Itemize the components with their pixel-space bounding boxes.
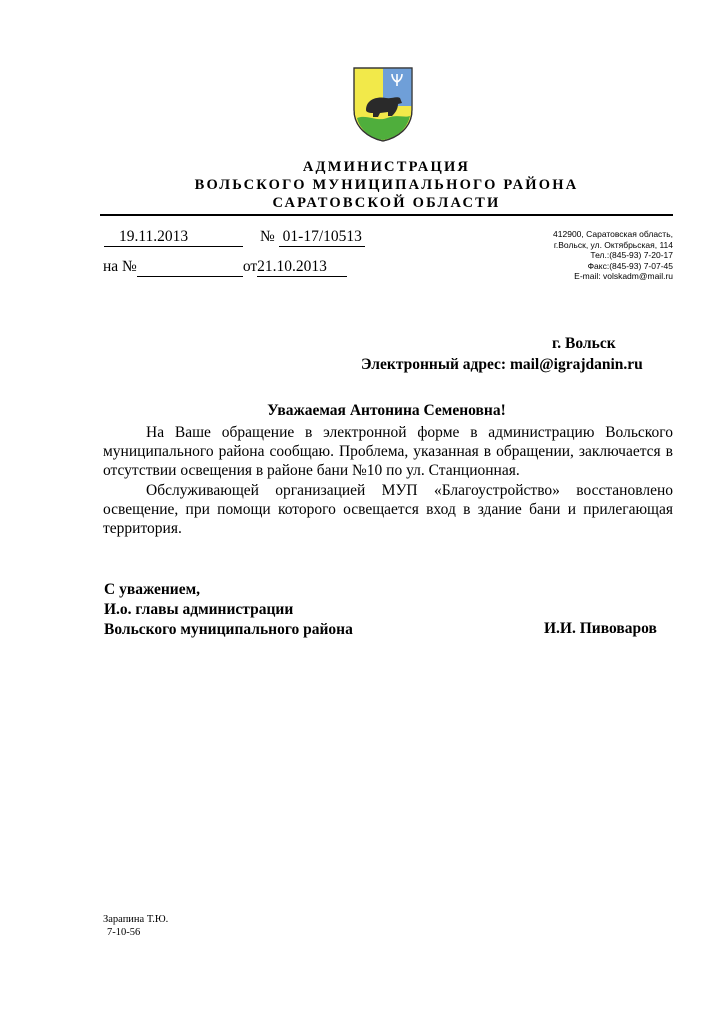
incoming-reference-field	[103, 258, 347, 277]
signatory-name: И.И. Пивоваров	[544, 620, 657, 637]
signature-closing: С уважением,	[104, 581, 201, 598]
executor-name: Зарапина Т.Ю.	[103, 914, 169, 925]
header-line-administration: АДМИНИСТРАЦИЯ	[302, 159, 471, 175]
signature-position: И.о. главы администрации	[104, 601, 294, 618]
salutation: Уважаемая Антонина Семеновна!	[267, 402, 506, 419]
outgoing-date: 19.11.2013	[104, 228, 243, 247]
recipient-city: г. Вольск	[552, 335, 616, 352]
recipient-email: Электронный адрес: mail@igrajdanin.ru	[361, 356, 643, 373]
letter-body	[103, 423, 673, 538]
incoming-date-prefix: от	[242, 258, 258, 275]
number-sign: №	[260, 228, 275, 245]
outgoing-number-field	[260, 228, 365, 247]
incoming-date: 21.10.2013	[257, 258, 347, 277]
signature-organization: Вольского муниципального района	[104, 621, 353, 638]
contact-fax: Факс:(845-93) 7-07-45	[587, 260, 673, 271]
signature-block	[104, 580, 353, 640]
executor-phone: 7-10-56	[107, 926, 141, 938]
incoming-prefix: на №	[103, 258, 137, 275]
coat-of-arms-emblem	[352, 66, 414, 142]
contact-phone: Тел.:(845-93) 7-20-17	[590, 250, 673, 260]
outgoing-date-field	[104, 228, 243, 247]
contact-email: E-mail: volskadm@mail.ru	[574, 271, 673, 281]
header-line-region: САРАТОВСКОЙ ОБЛАСТИ	[272, 195, 501, 211]
outgoing-number: 01-17/10513	[279, 228, 365, 247]
contact-street: г.Вольск, ул. Октябрьская, 114	[553, 239, 673, 250]
paragraph-1: На Ваше обращение в электронной форме в администрацию Вольского муниципального района сообщаю. Проблема, указанная в обращении, заключается в отсутствии освещения в районе бани №10 по ул. Станционная.	[103, 424, 673, 480]
contact-block	[453, 229, 673, 281]
executor-block	[103, 914, 168, 939]
header-line-district: ВОЛЬСКОГО МУНИЦИПАЛЬНОГО РАЙОНА	[194, 177, 579, 193]
header-divider	[100, 214, 673, 216]
incoming-number	[137, 259, 243, 277]
paragraph-2: Обслуживающей организацией МУП «Благоустройство» восстановлено освещение, при помощи которого освещается вход в здание бани и прилегающая территория.	[103, 481, 673, 538]
contact-address: 412900, Саратовская область,	[553, 229, 673, 239]
